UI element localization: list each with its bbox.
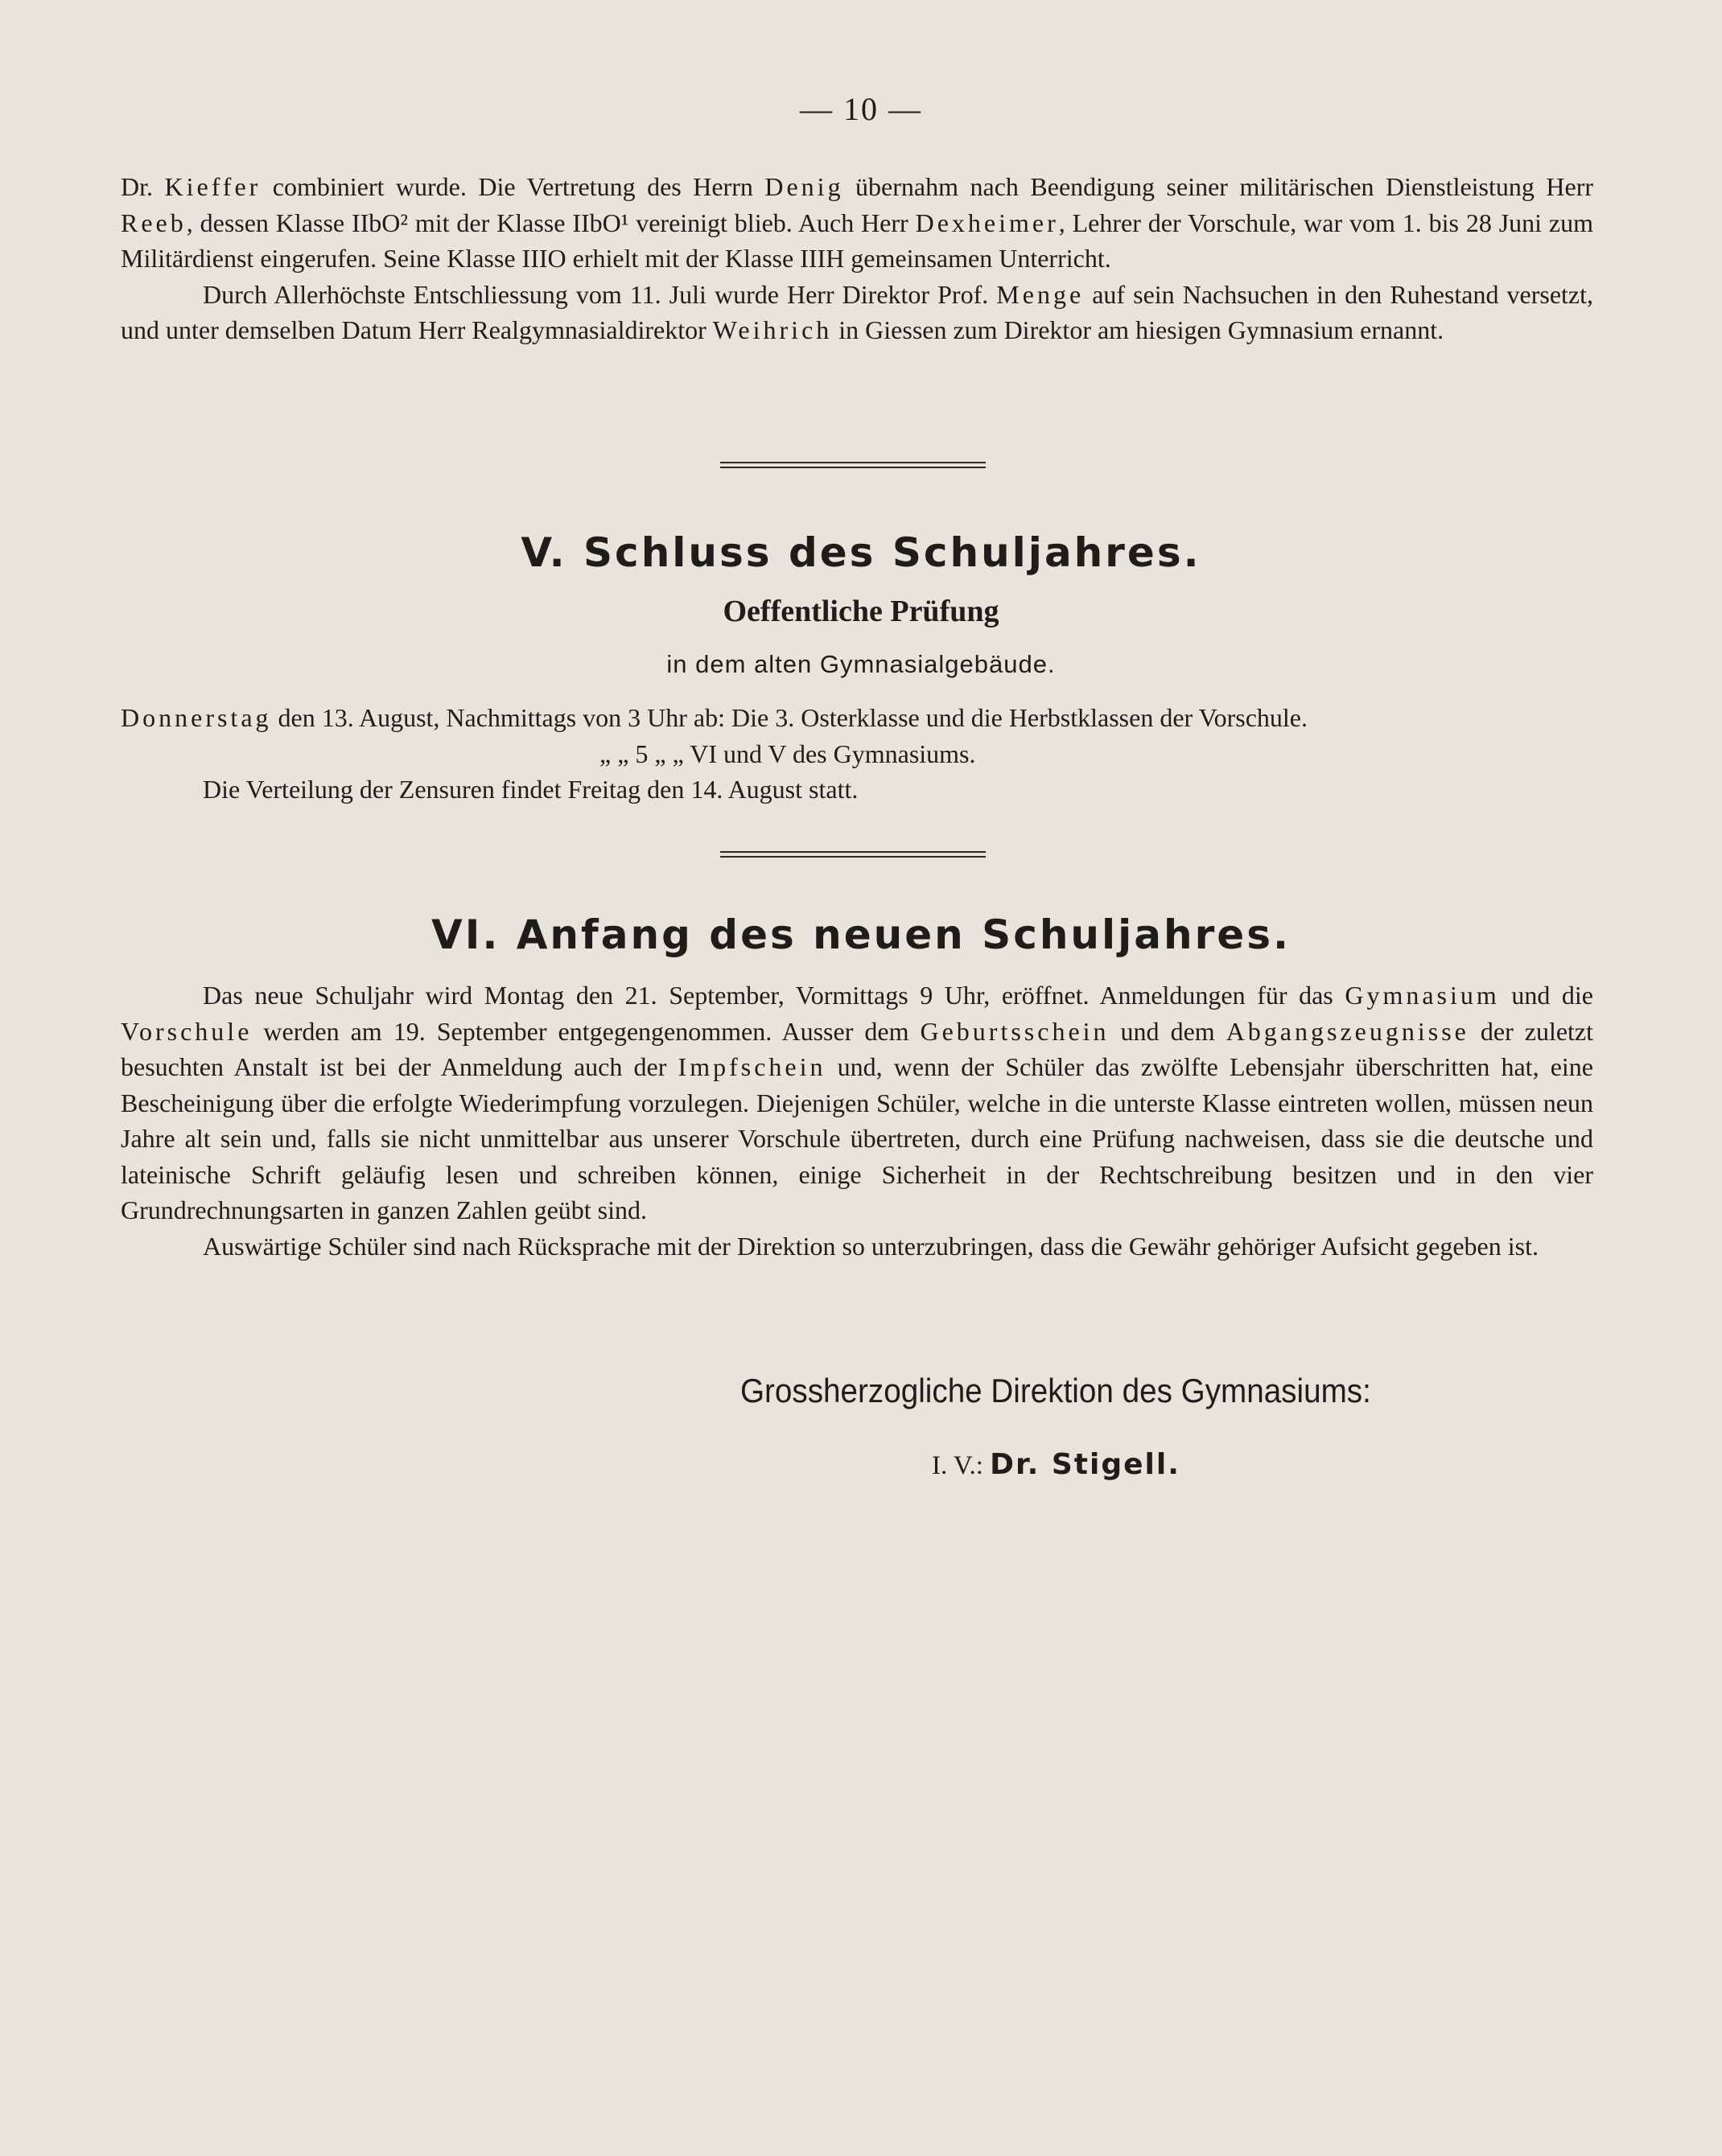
exam-schedule-line-2: „ „ 5 „ „ VI und V des Gymnasiums. bbox=[599, 739, 976, 768]
signature-prefix: I. V.: bbox=[932, 1451, 991, 1480]
text-run: auf sein Nachsuchen in den Ruhestand versetzt, und unter demselben Datum Herr Realgymnasialdirektor bbox=[121, 279, 1594, 344]
exam-subheading: Oeffentliche Prüfung bbox=[723, 595, 999, 628]
intro-paragraph-1 bbox=[121, 169, 1593, 277]
text-run: in Giessen zum Direktor am hiesigen Gymnasium ernannt. bbox=[832, 315, 1444, 344]
spaced-emphasis: Dexheimer bbox=[915, 208, 1059, 237]
signature-name: Dr. Stigell. bbox=[990, 1448, 1180, 1481]
intro-paragraph-2 bbox=[121, 277, 1593, 348]
spaced-emphasis: Abgangszeugnisse bbox=[1226, 1016, 1469, 1046]
spaced-emphasis: Menge bbox=[996, 279, 1085, 309]
intro-text bbox=[121, 169, 1593, 348]
text-run: combiniert wurde. Die Vertretung des Herrn bbox=[261, 172, 765, 201]
text-run: der zuletzt besuchten Anstalt ist bei der Anmeldung auch der bbox=[121, 1016, 1594, 1081]
exam-details: den 13. August, Nachmittags von 3 Uhr ab: Die 3. Osterklasse und die Herbstklassen der Vorschule. bbox=[271, 703, 1308, 732]
text-run: und die bbox=[1499, 981, 1594, 1010]
signature-office: Grossherzogliche Direktion des Gymnasiums: bbox=[740, 1372, 1371, 1409]
text-run: , Lehrer der Vorschule, war vom 1. bis 28 Juni zum Militärdienst eingerufen. Seine Klasse IIIO erhielt mit der Klasse IIIH gemeinsamen Unterricht. bbox=[121, 208, 1594, 273]
section-divider bbox=[720, 462, 986, 468]
text-run: Das neue Schuljahr wird Montag den 21. September, Vormittags 9 Uhr, eröffnet. Anmeldungen für das bbox=[203, 981, 1345, 1010]
text-run: werden am 19. September entgegengenommen. Ausser dem bbox=[252, 1016, 921, 1046]
text-run: und dem bbox=[1109, 1016, 1226, 1046]
text-run: übernahm nach Beendigung seiner militärischen Dienstleistung Herr bbox=[843, 172, 1594, 201]
spaced-emphasis: Vorschule bbox=[121, 1016, 253, 1046]
spaced-emphasis: Reeb bbox=[121, 208, 187, 237]
text-run: und, wenn der Schüler das zwölfte Lebensjahr überschritten hat, eine Bescheinigung über die erfolgte Wiederimpfung vorzulegen. Diejenigen Schüler, welche in die unterste Klasse eintreten wollen, müssen neun Jahre alt sein und, falls sie nicht unmittelbar aus unserer Vorschule übertreten, durch eine Prüfung nachweisen, dass sie die deutsche und lateinische Schrift geläufig lesen und schreiben können, einige Sicherheit in der Rechtschreibung besitzen und in den vier Grundrechnungsarten in ganzen Zahlen geübt sind. bbox=[121, 1052, 1594, 1224]
spaced-emphasis: Impfschein bbox=[678, 1052, 826, 1081]
spaced-emphasis: Denig bbox=[764, 172, 844, 201]
page-number: — 10 — bbox=[800, 91, 922, 127]
section-5-heading: V. Schluss des Schuljahres. bbox=[521, 529, 1201, 576]
spaced-emphasis: Gymnasium bbox=[1345, 981, 1500, 1010]
section-6-paragraph-2: Auswärtige Schüler sind nach Rücksprache mit der Direktion so unterzubringen, dass die Gewähr gehöriger Aufsicht gegeben ist. bbox=[203, 1231, 1539, 1261]
text-run: , dessen Klasse IIbO² mit der Klasse IIbO¹ vereinigt blieb. Auch Herr bbox=[186, 208, 916, 237]
spaced-emphasis: Weihrich bbox=[712, 315, 833, 344]
text-run: Dr. bbox=[121, 172, 165, 201]
section-6-paragraph-1 bbox=[121, 977, 1593, 1228]
spaced-emphasis: Kieffer bbox=[164, 172, 262, 201]
exam-day: Donnerstag bbox=[121, 703, 272, 732]
grades-note: Die Verteilung der Zensuren findet Freitag den 14. August statt. bbox=[203, 775, 859, 804]
exam-schedule-line-1 bbox=[121, 703, 1593, 733]
exam-location: in dem alten Gymnasialgebäude. bbox=[666, 650, 1056, 678]
text-run: Durch Allerhöchste Entschliessung vom 11. Juli wurde Herr Direktor Prof. bbox=[203, 279, 997, 309]
spaced-emphasis: Geburtsschein bbox=[920, 1016, 1110, 1046]
section-6-heading: VI. Anfang des neuen Schuljahres. bbox=[431, 911, 1291, 958]
signature-line bbox=[932, 1448, 1495, 1481]
section-divider bbox=[720, 851, 986, 858]
section-6-text bbox=[121, 977, 1593, 1264]
